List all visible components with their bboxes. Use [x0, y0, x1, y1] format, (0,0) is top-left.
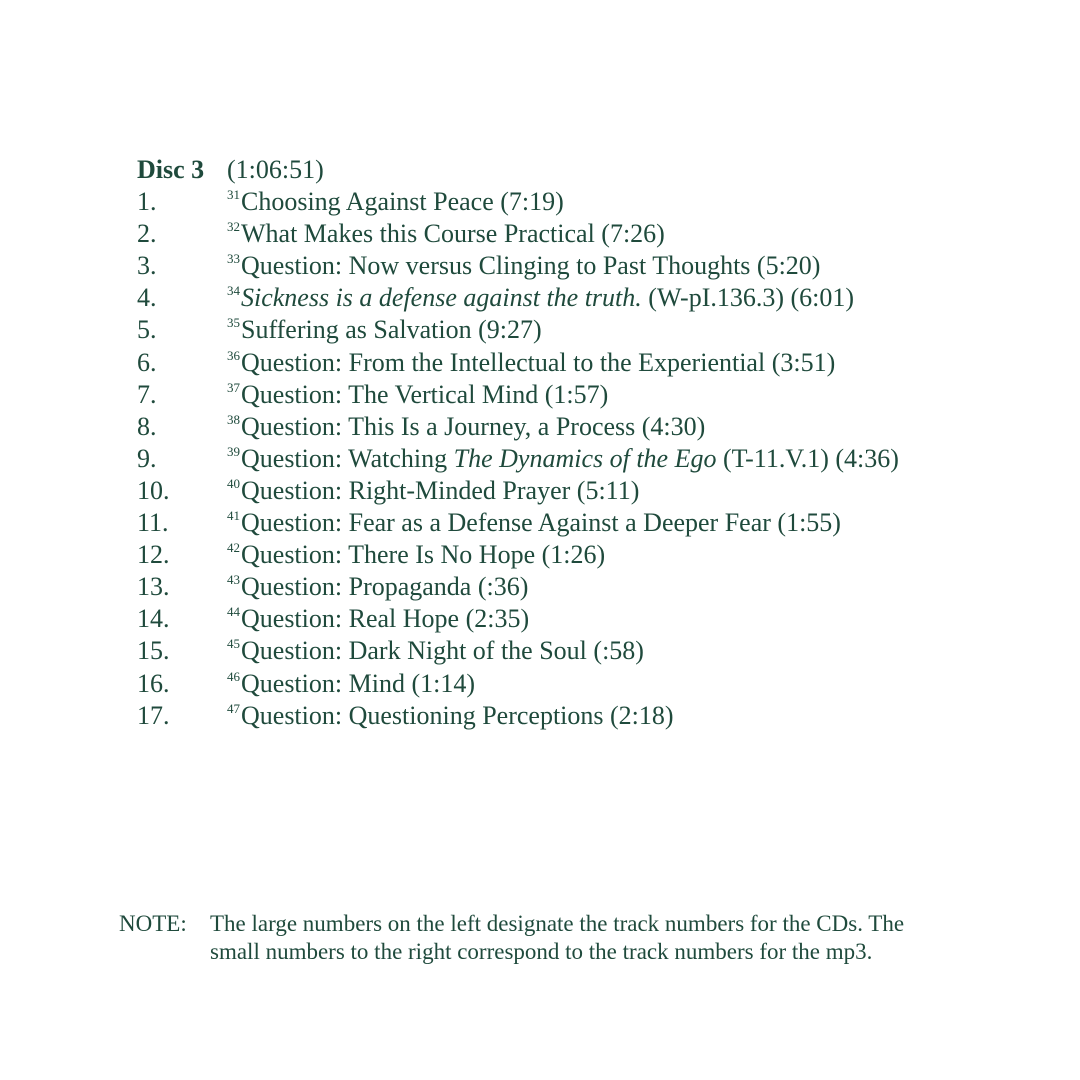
track-title-text: Question: Propaganda (:36) [241, 572, 529, 602]
cd-track-number: 14. [137, 604, 170, 634]
track-title-text: Question: Dark Night of the Soul (:58) [241, 636, 644, 666]
cd-track-number: 9. [137, 443, 157, 473]
track-title [227, 218, 665, 254]
note-line: The large numbers on the left designate the track numbers for the CDs. The [210, 911, 905, 936]
cd-track-number: 13. [137, 572, 170, 602]
track-title [227, 539, 605, 575]
track-title-text: Question: Fear as a Defense Against a Deeper Fear (1:55) [241, 508, 841, 538]
track-row [137, 186, 1037, 218]
mp3-track-number: 42 [227, 540, 240, 556]
note-line: small numbers to the right correspond to the track numbers for the mp3. [210, 939, 873, 964]
cd-track-number: 7. [137, 379, 157, 409]
mp3-track-number: 46 [227, 668, 240, 684]
track-title-text: Question: Watching [241, 443, 454, 473]
track-row [137, 700, 1037, 732]
track-title-italic: The Dynamics of the Ego [453, 443, 717, 473]
cd-track-number: 8. [137, 411, 157, 441]
mp3-track-number: 45 [227, 636, 240, 652]
track-title-text: What Makes this Course Practical (7:26) [241, 219, 665, 249]
track-title-text: Question: The Vertical Mind (1:57) [241, 379, 609, 409]
track-row [137, 443, 1037, 475]
track-title-text: Question: Now versus Clinging to Past Thoughts (5:20) [241, 251, 821, 281]
track-title [227, 668, 475, 704]
track-title-text: Suffering as Salvation (9:27) [241, 315, 542, 345]
track-title [227, 411, 705, 447]
cd-track-number: 11. [137, 508, 169, 538]
disc-track-list [137, 154, 1037, 732]
mp3-track-number: 41 [227, 508, 240, 524]
cd-track-number: 10. [137, 475, 170, 505]
track-title [227, 507, 841, 543]
track-row [137, 347, 1037, 379]
cd-track-number: 6. [137, 347, 157, 377]
cd-track-number: 3. [137, 251, 157, 281]
mp3-track-number: 43 [227, 572, 240, 588]
track-title-text: Question: There Is No Hope (1:26) [241, 540, 606, 570]
track-title-text: Choosing Against Peace (7:19) [241, 187, 564, 217]
track-title [227, 250, 820, 286]
mp3-track-number: 47 [227, 700, 240, 716]
mp3-track-number: 37 [227, 379, 240, 395]
track-title [227, 314, 542, 350]
mp3-track-number: 33 [227, 251, 240, 267]
track-row [137, 539, 1037, 571]
track-row [137, 668, 1037, 700]
track-row [137, 411, 1037, 443]
track-title-text: Question: Questioning Perceptions (2:18) [241, 700, 674, 730]
track-row [137, 603, 1037, 635]
cd-track-number: 4. [137, 283, 157, 313]
note-label: NOTE: [119, 911, 187, 936]
track-title [227, 282, 854, 318]
cd-track-number: 15. [137, 636, 170, 666]
mp3-track-number: 31 [227, 187, 240, 203]
cd-track-number: 17. [137, 700, 170, 730]
mp3-track-number: 39 [227, 443, 240, 459]
track-row [137, 475, 1037, 507]
cd-track-number: 16. [137, 668, 170, 698]
track-row [137, 314, 1037, 346]
track-title-text: (W-pI.136.3) (6:01) [641, 283, 855, 313]
track-title-italic: Sickness is a defense against the truth. [241, 283, 642, 313]
mp3-track-number: 40 [227, 475, 240, 491]
track-title-text: Question: From the Intellectual to the Experiential (3:51) [241, 347, 836, 377]
track-row [137, 635, 1037, 667]
track-title [227, 571, 528, 607]
track-title [227, 475, 639, 511]
track-title [227, 443, 899, 479]
track-title [227, 700, 674, 736]
note-text [210, 910, 970, 966]
track-title-text: (T-11.V.1) (4:36) [716, 443, 899, 473]
track-title [227, 347, 835, 383]
track-title-text: Question: This Is a Journey, a Process (4:30) [241, 411, 706, 441]
cd-track-number: 2. [137, 219, 157, 249]
cd-track-number: 12. [137, 540, 170, 570]
track-title [227, 603, 529, 639]
mp3-track-number: 35 [227, 315, 240, 331]
track-row [137, 507, 1037, 539]
track-title [227, 635, 644, 671]
track-title-text: Question: Right-Minded Prayer (5:11) [241, 475, 640, 505]
track-row [137, 250, 1037, 282]
track-row [137, 282, 1037, 314]
track-title [227, 186, 564, 222]
track-title-text: Question: Mind (1:14) [241, 668, 475, 698]
cd-track-number: 5. [137, 315, 157, 345]
cd-track-number: 1. [137, 187, 157, 217]
track-row [137, 379, 1037, 411]
mp3-track-number: 32 [227, 219, 240, 235]
track-row [137, 571, 1037, 603]
disc-header [137, 154, 1037, 186]
track-list [137, 186, 1037, 732]
mp3-track-number: 38 [227, 411, 240, 427]
track-title [227, 379, 608, 415]
track-title-text: Question: Real Hope (2:35) [241, 604, 530, 634]
mp3-track-number: 36 [227, 347, 240, 363]
mp3-track-number: 44 [227, 604, 240, 620]
disc-duration: (1:06:51) [227, 155, 324, 184]
mp3-track-number: 34 [227, 283, 240, 299]
track-row [137, 218, 1037, 250]
disc-label: Disc 3 [137, 155, 205, 184]
